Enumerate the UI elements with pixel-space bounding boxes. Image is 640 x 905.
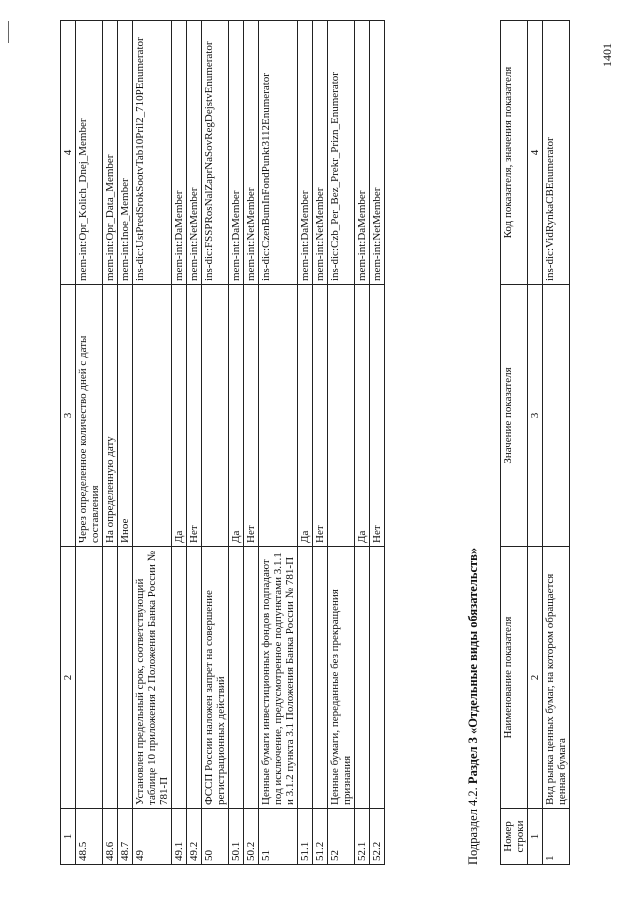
cell-num: 51.1 [298, 809, 313, 865]
cell-name [313, 547, 328, 809]
cell-code: mem-int:DaMember [172, 21, 187, 285]
cell-num: 48.6 [103, 809, 118, 865]
cell-code: mem-int:NetMember [244, 21, 259, 285]
section-title-prefix: Подраздел 4.2. [466, 787, 480, 865]
cell-name [76, 547, 103, 809]
cell-code: mem-int:DaMember [298, 21, 313, 285]
cell-code: mem-int:Opr_Kolich_Dnej_Member [76, 21, 103, 285]
table-row [118, 21, 133, 865]
sec-number-1: 1 [528, 809, 543, 865]
table-row [355, 21, 370, 865]
cell-num: 50.1 [229, 809, 244, 865]
sec-header-code: Код показателя, значения показателя [501, 21, 528, 285]
cell-code: ins-dic:Czb_Per_Bez_Prekr_Prizn_Enumerator [328, 21, 355, 285]
cell-name [355, 547, 370, 809]
cell-num: 48.7 [118, 809, 133, 865]
cell-name [244, 547, 259, 809]
cell-num: 52 [328, 809, 355, 865]
table-row [202, 21, 229, 865]
cell-code: mem-int:DaMember [355, 21, 370, 285]
cell-value: На определенную дату [103, 285, 118, 547]
cell-value: Нет [370, 285, 385, 547]
section-title [466, 548, 481, 865]
table-header-row [61, 21, 76, 865]
cell-value [328, 285, 355, 547]
table-row [172, 21, 187, 865]
col-header-4: 4 [61, 21, 76, 285]
cell-value: Иное [118, 285, 133, 547]
cell-code: ins-dic:UstPredSrokSootvTab10Pril2_710PEnumerator [133, 21, 172, 285]
cell-name [103, 547, 118, 809]
cell-code: mem-int:NetMember [370, 21, 385, 285]
cell-name [172, 547, 187, 809]
table-row [328, 21, 355, 865]
table-row [103, 21, 118, 865]
cell-name: Ценные бумаги инвестиционных фондов подпадают под исключение, предусмотренное подпунктами 3.1.1 и 3.1.2 пункта 3.1 Положения Банка России № 781-П [259, 547, 298, 809]
cell-code: ins-dic:VidRynkaCBEnumerator [543, 21, 570, 285]
cell-name: Вид рынка ценных бумаг, на котором обращается ценная бумага [543, 547, 570, 809]
cell-value: Нет [187, 285, 202, 547]
cell-name: ФССП России наложен запрет на совершение регистрационных действий [202, 547, 229, 809]
table-row [259, 21, 298, 865]
col-header-1: 1 [61, 809, 76, 865]
cell-value: Да [355, 285, 370, 547]
table-row [543, 21, 570, 865]
cell-value [133, 285, 172, 547]
sec-header-value: Значение показателя [501, 285, 528, 547]
cell-name: Установлен предельный срок, соответствующий таблице 10 приложения 2 Положения Банка России № 781-П [133, 547, 172, 809]
cell-num: 50 [202, 809, 229, 865]
table-row [313, 21, 328, 865]
cell-value [202, 285, 229, 547]
cell-num: 48.5 [76, 809, 103, 865]
page-number: 1401 [600, 43, 614, 67]
cell-name: Ценные бумаги, переданные без прекращения признания [328, 547, 355, 809]
cell-value: Да [229, 285, 244, 547]
table-row [298, 21, 313, 865]
col-header-3: 3 [61, 285, 76, 547]
cell-num: 51.2 [313, 809, 328, 865]
cell-value: Да [298, 285, 313, 547]
cell-code: mem-int:Opr_Data_Member [103, 21, 118, 285]
sec-header-num: Номер строки [501, 809, 528, 865]
cell-name [298, 547, 313, 809]
cell-code: mem-int:Inoe_Member [118, 21, 133, 285]
cell-code: ins-dic:CzenBumInFondPunkt3112Enumerator [259, 21, 298, 285]
section-header-row [501, 21, 528, 865]
table-row [76, 21, 103, 865]
section-title-bold: Раздел 3 «Отдельные виды обязательств» [466, 547, 480, 785]
table-row [229, 21, 244, 865]
cell-name [118, 547, 133, 809]
sec-header-name: Наименование показателя [501, 547, 528, 809]
cell-value: Нет [313, 285, 328, 547]
table-row [133, 21, 172, 865]
cell-code: mem-int:DaMember [229, 21, 244, 285]
cell-name [370, 547, 385, 809]
cell-value [543, 285, 570, 547]
table-row [244, 21, 259, 865]
table-row [187, 21, 202, 865]
sec-number-4: 4 [528, 21, 543, 285]
cell-num: 49.1 [172, 809, 187, 865]
cell-num: 52.1 [355, 809, 370, 865]
cell-num: 49 [133, 809, 172, 865]
table-row [370, 21, 385, 865]
cell-value: Да [172, 285, 187, 547]
cell-num: 1 [543, 809, 570, 865]
cell-name [229, 547, 244, 809]
cell-name [187, 547, 202, 809]
section-table [500, 20, 570, 865]
cell-code: ins-dic:FSSPRosNalZaprNaSovRegDejstvEnumerator [202, 21, 229, 285]
cell-num: 52.2 [370, 809, 385, 865]
section-number-row [528, 21, 543, 865]
cell-num: 51 [259, 809, 298, 865]
cell-num: 50.2 [244, 809, 259, 865]
cell-value: Нет [244, 285, 259, 547]
sec-number-3: 3 [528, 285, 543, 547]
margin-mark [8, 21, 9, 43]
cell-num: 49.2 [187, 809, 202, 865]
cell-code: mem-int:NetMember [187, 21, 202, 285]
sec-number-2: 2 [528, 547, 543, 809]
col-header-2: 2 [61, 547, 76, 809]
cell-code: mem-int:NetMember [313, 21, 328, 285]
cell-value [259, 285, 298, 547]
indicator-table [60, 20, 385, 865]
cell-value: Через определенное количество дней с даты составления [76, 285, 103, 547]
